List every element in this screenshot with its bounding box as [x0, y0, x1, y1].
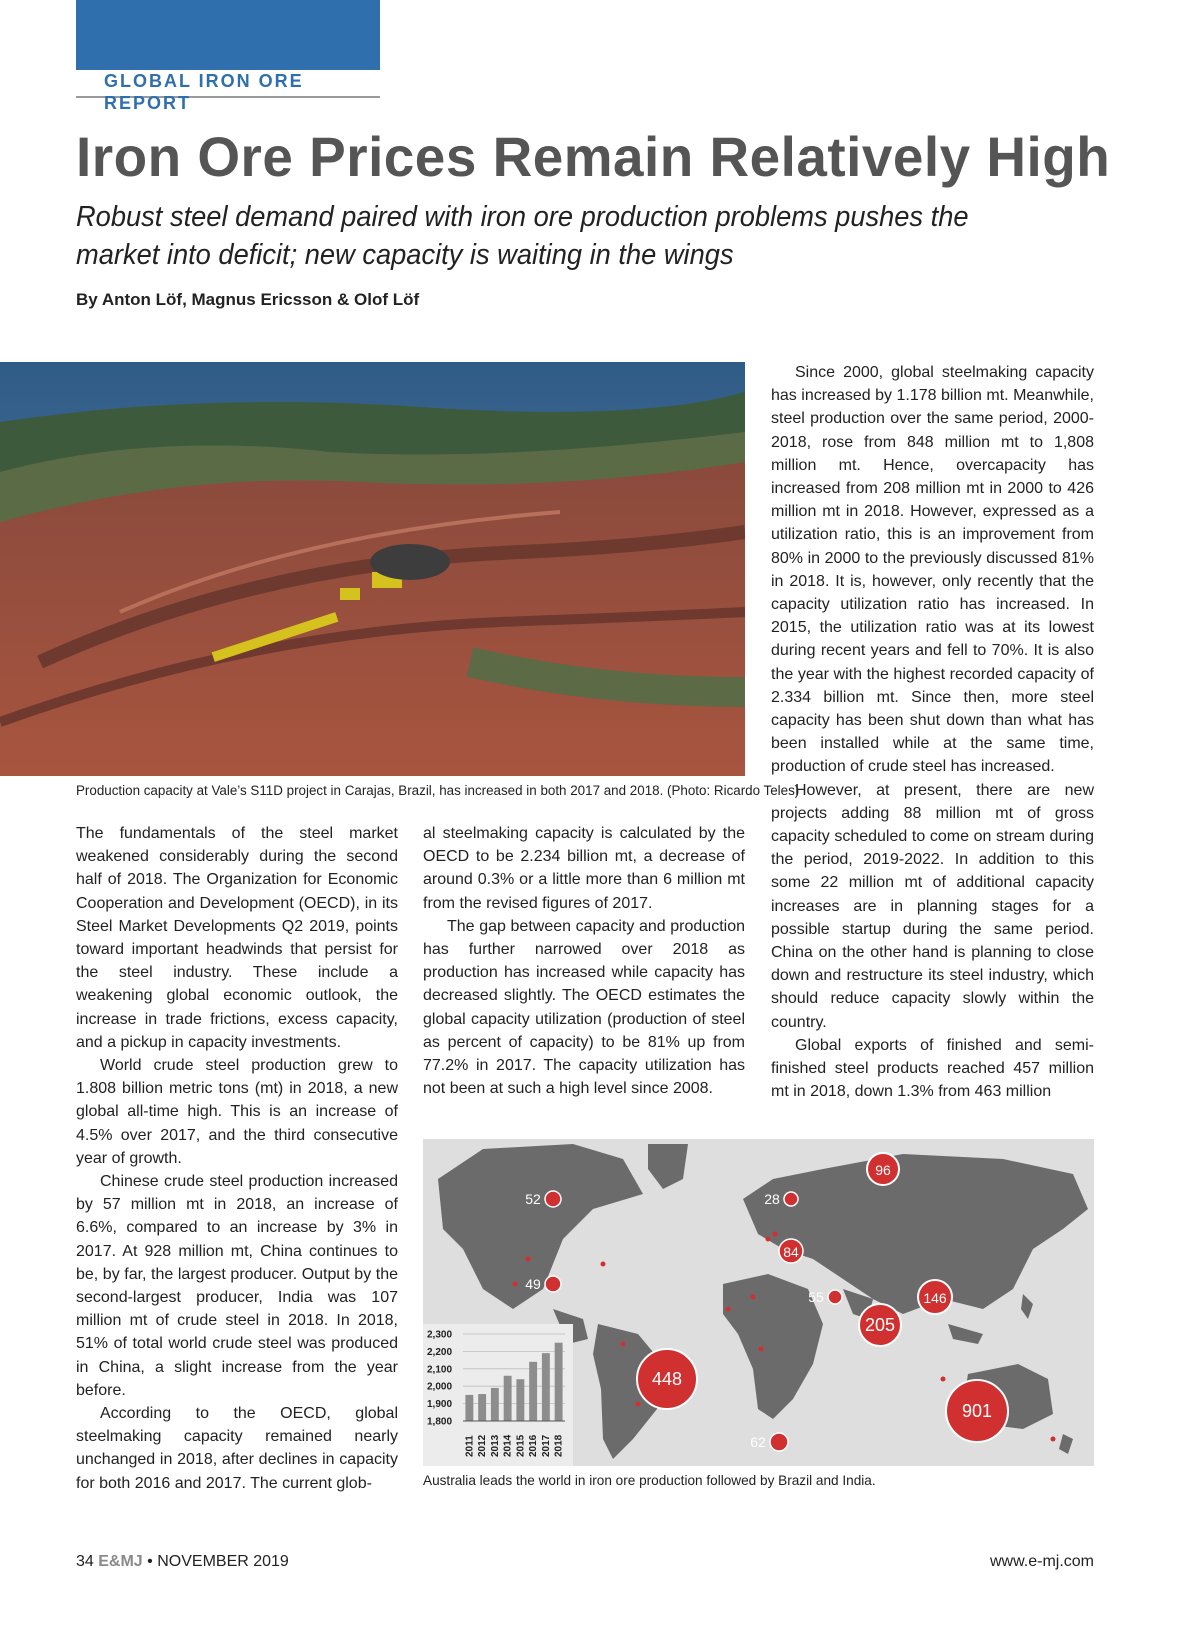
section-label: GLOBAL IRON ORE REPORT: [76, 70, 380, 98]
x-tick-label: 2018: [553, 1434, 565, 1457]
x-tick-label: 2012: [477, 1434, 489, 1457]
minor-producer-dot: [751, 1295, 756, 1300]
bar-2017: [542, 1353, 550, 1421]
bubble-label: 96: [875, 1162, 891, 1178]
article-title: Iron Ore Prices Remain Relatively High: [76, 125, 1111, 188]
y-tick-label: 2,200: [427, 1346, 453, 1358]
minor-producer-dot: [766, 1237, 771, 1242]
bar-2011: [465, 1395, 473, 1421]
bar-2015: [516, 1379, 524, 1421]
bar-2014: [504, 1376, 512, 1421]
y-tick-label: 2,100: [427, 1364, 453, 1376]
x-tick-label: 2013: [489, 1434, 501, 1457]
bubble-label: 49: [525, 1276, 541, 1292]
y-tick-label: 1,800: [427, 1416, 453, 1428]
paragraph: The fundamentals of the steel market weakened considerably during the second half of 2018. The Organization for Economic Cooperation and Development (OECD), in its Steel Market Developments Q2 2019, points toward important headwinds that persist for the steel industry. These include a weakening global economic outlook, the increase in trade frictions, excess capacity, and a pickup in capacity investments.: [76, 825, 398, 1051]
body-column-2: [423, 822, 745, 1100]
paragraph: al steelmaking capacity is calculated by the OECD to be 2.234 billion mt, a decrease of around 0.3% or a little more than 6 million mt from the revised figures of 2017.: [423, 825, 745, 912]
bubble-label: 448: [651, 1369, 683, 1389]
minor-producer-dot: [941, 1377, 946, 1382]
paragraph: Global exports of finished and semi-finished steel products reached 457 million mt in 2018, down 1.3% from 463 million: [771, 1036, 1094, 1101]
header-color-bar: [76, 0, 380, 70]
bar-2013: [491, 1388, 499, 1421]
bubble-62: [770, 1433, 788, 1451]
paragraph: Since 2000, global steelmaking capacity has increased by 1.178 billion mt. Meanwhile, steel production over the same period, 2000-2018, rose from 848 million mt to 1,808 million mt. Hence, overcapacity has increased from 208 million mt in 2000 to 426 million mt in 2018. However, expressed as a utilization ratio, this is an improvement from 80% in 2000 to the previously discussed 81% in 2018. It is, however, only recently that the capacity utilization ratio has increased. In 2015, the utilization ratio was at its lowest during recent years and fell to 70%. It is also the year with the highest recorded capacity of 2.334 billion mt. Since then, more steel capacity has been shut down than what has been installed while at the same time, production of crude steel has increased.: [771, 364, 1094, 776]
x-tick-label: 2016: [528, 1434, 540, 1457]
minor-producer-dot: [759, 1347, 764, 1352]
x-tick-label: 2011: [464, 1435, 476, 1457]
bubble-28: [784, 1192, 798, 1206]
bar-2018: [555, 1343, 563, 1421]
bubble-label: 55: [808, 1289, 824, 1305]
bubble-52: [545, 1191, 561, 1207]
issue-date: NOVEMBER 2019: [157, 1553, 289, 1570]
bubble-label: 84: [783, 1244, 799, 1260]
minor-producer-dot: [513, 1282, 518, 1287]
bar-2016: [529, 1362, 537, 1421]
y-tick-label: 2,000: [427, 1381, 453, 1393]
minor-producer-dot: [526, 1257, 531, 1262]
paragraph: World crude steel production grew to 1.808 billion metric tons (mt) in 2018, a new global all-time high. This is an increase of 4.5% over 2017, and the third consecutive year of growth.: [76, 1057, 398, 1167]
footer-url[interactable]: www.e-mj.com: [989, 1553, 1094, 1570]
bubble-49: [545, 1276, 561, 1292]
minor-producer-dot: [636, 1402, 641, 1407]
body-column-3: [771, 361, 1094, 1104]
map-caption: Australia leads the world in iron ore production followed by Brazil and India.: [423, 1473, 876, 1488]
paragraph: The gap between capacity and production has further narrowed over 2018 as production has increased while capacity has decreased slightly. The OECD estimates the global capacity utilization (production of steel as percent of capacity) to be 81% up from 77.2% in 2017. The capacity utilization has not been at such a high level since 2008.: [423, 917, 745, 1098]
article-subtitle: Robust steel demand paired with iron ore production problems pushes the market into deficit; new capacity is waiting in the wings: [76, 201, 969, 271]
bubble-label: 205: [864, 1315, 896, 1335]
minor-producer-dot: [601, 1262, 606, 1267]
page-number: 34: [76, 1553, 94, 1570]
photo-caption: Production capacity at Vale’s S11D project in Carajas, Brazil, has increased in both 2017 and 2018. (Photo: Ricardo Teles): [76, 783, 800, 798]
footer-separator: •: [147, 1553, 153, 1570]
x-tick-label: 2015: [515, 1434, 527, 1457]
bubble-label: 52: [525, 1191, 541, 1207]
bubble-label: 146: [923, 1290, 947, 1306]
magazine-brand: E&MJ: [98, 1553, 143, 1570]
bar-2012: [478, 1394, 486, 1421]
minor-producer-dot: [773, 1232, 778, 1237]
minor-producer-dot: [621, 1342, 626, 1347]
y-tick-label: 1,900: [427, 1399, 453, 1411]
bubble-55: [828, 1290, 842, 1304]
footer-issue: [76, 1553, 289, 1571]
byline: By Anton Löf, Magnus Ericsson & Olof Löf: [76, 290, 420, 309]
bubble-label: 62: [750, 1434, 766, 1450]
bubble-label: 901: [961, 1401, 993, 1421]
minor-producer-dot: [1051, 1437, 1056, 1442]
capacity-bar-chart: [423, 1324, 573, 1466]
paragraph: Chinese crude steel production increased by 57 million mt in 2018, an increase of 6.6%, compared to an increase by 3% in 2017. At 928 million mt, China continues to be, by far, the largest producer. Output by the second-largest producer, India was 107 million mt of crude steel in 2018. In 2018, 51% of total world crude steel was produced in China, a slight increase from the year before.: [76, 1173, 398, 1399]
paragraph: According to the OECD, global steelmaking capacity remained nearly unchanged in 2018, after declines in capacity for both 2016 and 2017. The current glob-: [76, 1405, 398, 1492]
world-map-figure: [423, 1139, 1094, 1466]
paragraph: However, at present, there are new projects adding 88 million mt of gross capacity scheduled to come on stream during the period, 2019-2022. In addition to this some 22 million mt of additional capacity increases are in planning stages for a possible startup during the same period. China on the other hand is planning to close down and restructure its steel industry, which should reduce capacity slowly within the country.: [771, 781, 1094, 1031]
x-tick-label: 2017: [540, 1434, 552, 1457]
bubble-label: 28: [764, 1191, 780, 1207]
minor-producer-dot: [726, 1307, 731, 1312]
y-tick-label: 2,300: [427, 1329, 453, 1341]
x-tick-label: 2014: [502, 1434, 514, 1457]
mine-photo: [0, 362, 745, 776]
body-column-1: [76, 822, 398, 1495]
